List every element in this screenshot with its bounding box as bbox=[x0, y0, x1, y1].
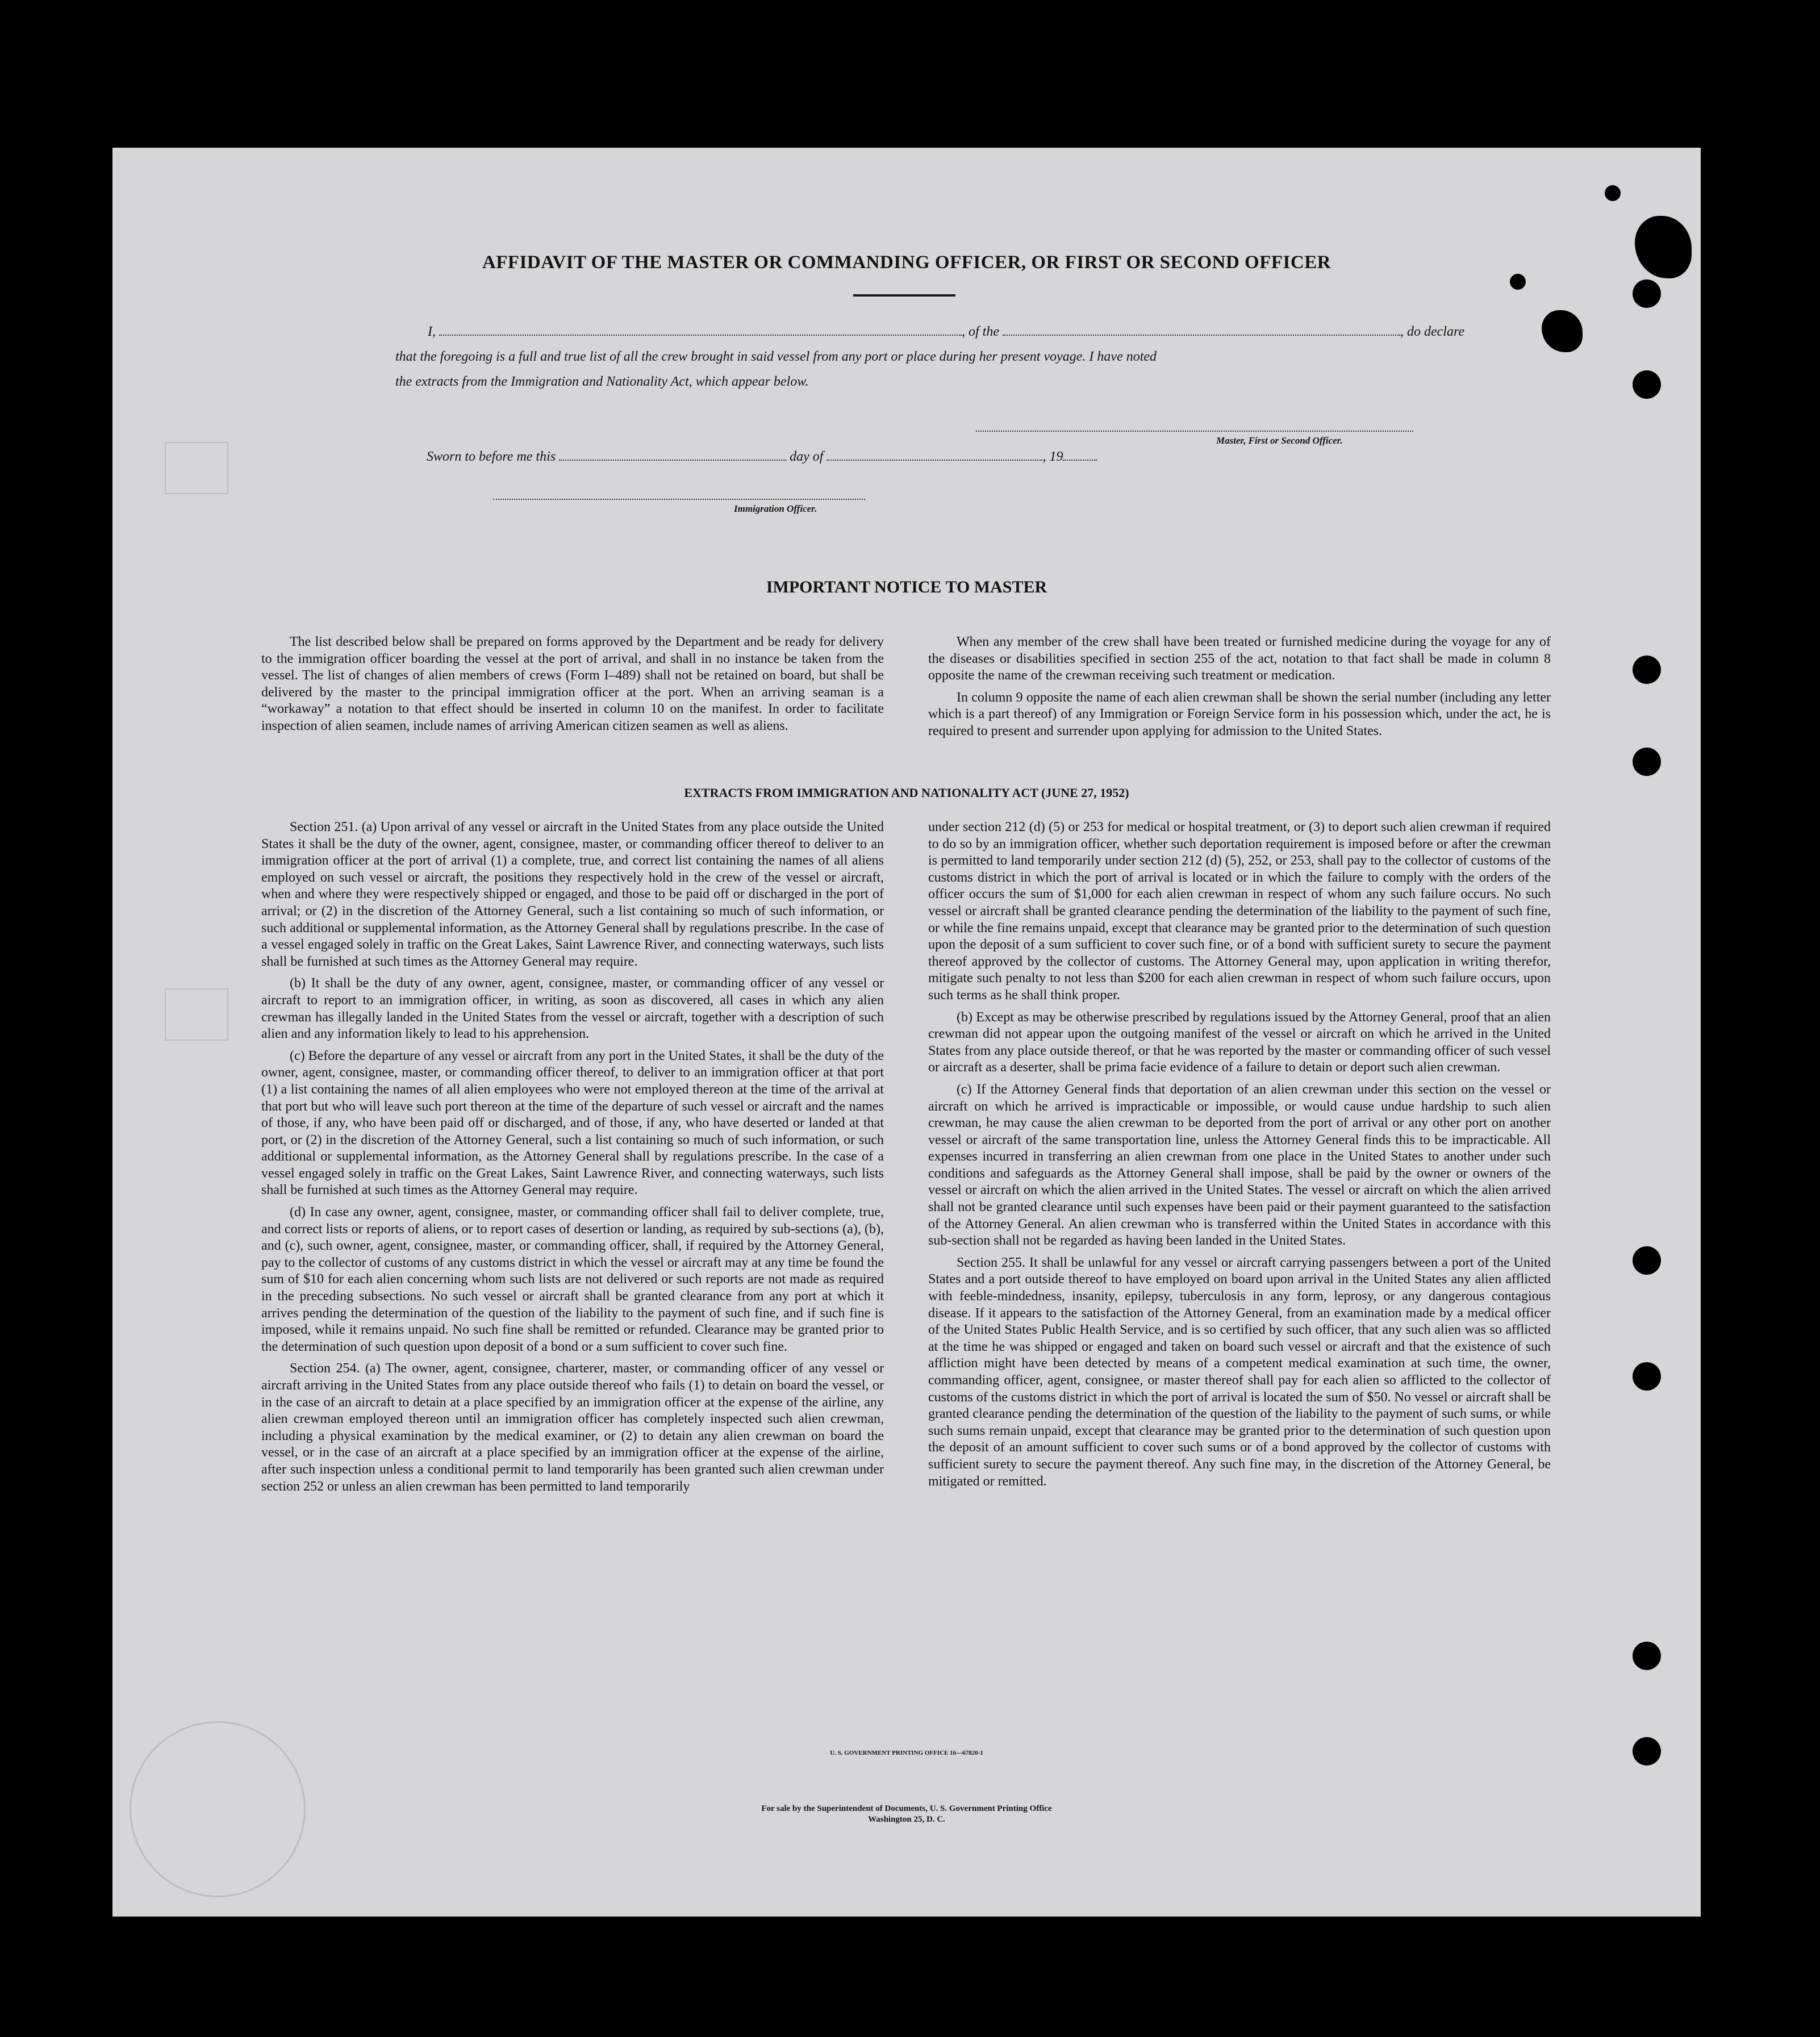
year-prefix-label: , 19 bbox=[1042, 449, 1063, 464]
section-251-c: (c) Before the departure of any vessel or aircraft from any port in the United States, it shall be the duty of the owner, agent, consignee, master, or commanding officer thereof, to deliver to an immigration officer at that port (1) a list containing the names of all alien employees who were not employed thereon at the time of the arrival at that port but who will leave such port thereon at the time of the departure of such vessel or aircraft and the names of those, if any, who have been paid off or discharged, and of those, if any, who have deserted or landed at that port, or (2) in the discretion of the Attorney General, such a list containing so much of such information, or such additional or supplemental information, as the Attorney General shall by regulations prescribe. In the case of a vessel engaged solely in traffic on the Great Lakes, Saint Lawrence River, and connecting waterways, such lists shall be furnished at such times as the Attorney General may require. bbox=[261, 1048, 884, 1198]
punch-hole bbox=[1633, 1362, 1661, 1391]
sworn-day-blank[interactable] bbox=[559, 448, 786, 461]
sworn-label: Sworn to before me this bbox=[427, 449, 556, 464]
faint-stamp-box bbox=[165, 442, 228, 494]
printing-office-imprint: U. S. GOVERNMENT PRINTING OFFICE 16—67820-1 bbox=[830, 1750, 983, 1756]
affidavit-declaration-line bbox=[428, 319, 1524, 344]
affidavit-of-the-label: , of the bbox=[962, 324, 999, 339]
affidavit-statement-line-2: the extracts from the Immigration and Nationality Act, which appear below. bbox=[395, 374, 809, 389]
punch-hole bbox=[1633, 656, 1661, 684]
punch-hole bbox=[1633, 370, 1661, 399]
ink-blot bbox=[1542, 310, 1583, 352]
punch-hole bbox=[1605, 185, 1621, 201]
document-page bbox=[112, 148, 1701, 1917]
section-251-a: Section 251. (a) Upon arrival of any vessel or aircraft in the United States from any place outside the United States it shall be the duty of the owner, agent, consignee, master, or commanding officer thereof to deliver to an immigration officer at the port of arrival (1) a complete, true, and correct list containing the names of all aliens employed on such vessel or aircraft, the positions they respectively hold in the crew of the vessel or aircraft, when and where they were respectively shipped or engaged, and those to be paid off or discharged in the port of arrival; or (2) in the discretion of the Attorney General, such a list containing so much of such information, or such additional or supplemental information, as the Attorney General shall by regulations prescribe. In the case of a vessel engaged solely in traffic on the Great Lakes, Saint Lawrence River, and connecting waterways, such lists shall be furnished at such times as the Attorney General may require. bbox=[261, 820, 884, 969]
section-255: Section 255. It shall be unlawful for any vessel or aircraft carrying passengers between a port of the United States and a port outside thereof to have employed on board upon arrival in the United States any alien afflicted with feeble-mindedness, insanity, epilepsy, tuberculosis in any form, leprosy, or any dangerous contagious disease. If it appears to the satisfaction of the Attorney General, from an examination made by a medical officer of the United States Public Health Service, and is so certified by such officer, that any such alien was so afflicted at the time he was shipped or engaged and taken on board such vessel or aircraft and that the existence of such affliction might have been detected by means of a competent medical examination at such time, the owner, commanding officer, agent, consignee, or master thereof shall pay for each alien so afflicted to the collector of customs of the customs district in which the port of arrival is located the sum of $50. No vessel or aircraft shall be granted clearance pending the determination of the question of the liability to the payment of such sums, or while such sums remain unpaid, except that clearance may be granted prior to the determination of such question upon the deposit of an amount sufficient to cover such sums or of a bond approved by the collector of customs with sufficient surety to secure the payment thereof. Any such fine may, in the discretion of the Attorney General, be mitigated or remitted. bbox=[928, 1255, 1551, 1489]
affidavit-title: AFFIDAVIT OF THE MASTER OR COMMANDING OFFICER, OR FIRST OR SECOND OFFICER bbox=[482, 252, 1331, 273]
name-blank-field[interactable] bbox=[439, 323, 962, 336]
sworn-line bbox=[427, 444, 1279, 469]
sworn-month-blank[interactable] bbox=[826, 448, 1042, 461]
notice-right-paragraph-1: When any member of the crew shall have been treated or furnished medicine during the voyage for any of the diseases or disabilities specified in section 255 of the act, notation to that fact shall be made in column 8 opposite the name of the crewman receiving such treatment or medication. bbox=[928, 635, 1551, 683]
sale-notice-line-2: Washington 25, D. C. bbox=[868, 1815, 945, 1824]
affidavit-statement-line-1: that the foregoing is a full and true list of all the crew brought in said vessel from any port or place during her present voyage. I have noted bbox=[395, 349, 1157, 364]
title-underline bbox=[853, 294, 955, 297]
section-254-b: (b) Except as may be otherwise prescribed by regulations issued by the Attorney General, proof that an alien crewman did not appear upon the outgoing manifest of the vessel or aircraft on which he arrived in the United States from any place outside thereof, or that he was reported by the master or commanding officer of such vessel or aircraft as a deserter, shall be prima facie evidence of a failure to detain or deport such alien crewman. bbox=[928, 1009, 1551, 1075]
faint-stamp-box-2 bbox=[165, 988, 228, 1041]
immigration-officer-signature-line[interactable] bbox=[493, 499, 865, 500]
notice-right-paragraph-2: In column 9 opposite the name of each alien crewman shall be shown the serial number (including any letter which is a part thereof) of any Immigration or Foreign Service form in his possession which, under the act, he is required to present and surrender upon applying for admission to the United States. bbox=[928, 690, 1551, 738]
affidavit-i-label: I, bbox=[428, 324, 436, 339]
punch-hole bbox=[1633, 748, 1661, 776]
extracts-right-column bbox=[928, 819, 1551, 1490]
section-251-b: (b) It shall be the duty of any owner, agent, consignee, master, or commanding officer of any vessel or aircraft to report to an immigration officer, in writing, as soon as discovered, all cases in which any alien crewman has illegally landed in the United States from the vessel or aircraft, together with a description of such alien and any information likely to lead to his apprehension. bbox=[261, 976, 884, 1042]
master-signature-line[interactable] bbox=[976, 431, 1413, 432]
vessel-blank-field[interactable] bbox=[1003, 323, 1400, 336]
extracts-left-column bbox=[261, 819, 884, 1495]
punch-hole bbox=[1633, 279, 1661, 308]
affidavit-declare-label: , do declare bbox=[1400, 324, 1465, 339]
notice-left-paragraph: The list described below shall be prepared on forms approved by the Department and be ready for delivery to the immigration officer boarding the vessel at the port of arrival, and shall in no instance be taken from the vessel. The list of changes of alien members of crews (Form I–489) shall not be retained on board, but shall be delivered by the master to the principal immigration officer at the port. When an arriving seaman is a “workaway” a notation to that effect should be inserted in column 10 on the manifest. In order to facilitate inspection of alien seamen, include names of arriving American citizen seamen as well as aliens. bbox=[261, 635, 884, 733]
punch-hole bbox=[1633, 1737, 1661, 1765]
section-254-c: (c) If the Attorney General finds that deportation of an alien crewman under this section on the vessel or aircraft on which he arrived is impracticable or impossible, or would cause undue hardship to such alien crewman, he may cause the alien crewman to be deported from the port of arrival or any other port on another vessel or aircraft of the same transportation line, unless the Attorney General finds this to be impracticable. All expenses incurred in transferring an alien crewman from one place in the United States to another under such conditions and safeguards as the Attorney General shall impose, shall be paid by the owner or owners of the vessel or aircraft on which the alien arrived in the United States. The vessel or aircraft on which the alien arrived shall not be granted clearance until such expenses have been paid or their payment guaranteed to the satisfaction of the Attorney General. An alien crewman who is transferred within the United States in accordance with this sub-section shall not be regarded as having been landed in the United States. bbox=[928, 1082, 1551, 1249]
section-254-a-continued: under section 212 (d) (5) or 253 for medical or hospital treatment, or (3) to deport such alien crewman if required to do so by an immigration officer, whether such deportation requirement is imposed before or after the crewman is permitted to land temporarily under section 212 (d) (5), 252, or 253, shall pay to the collector of customs of the customs district in which the port of arrival is located or in which the failure to comply with the orders of the officer occurs the sum of $1,000 for each alien crewman in respect of whom any such failure occurs. No such vessel or aircraft shall be granted clearance pending the determination of the liability to the payment of such fine, or while the fine remains unpaid, except that clearance may be granted prior to the determination of such question upon the deposit of a sum sufficient to cover such fine, or of a bond with sufficient surety to secure the payment thereof approved by the collector of customs. The Attorney General may, upon application in writing therefor, mitigate such penalty to not less than $200 for each alien crewman in respect of whom such failure occurs, upon such terms as he shall think proper. bbox=[928, 820, 1551, 1003]
notice-left-column bbox=[261, 634, 884, 735]
punch-hole bbox=[1633, 1642, 1661, 1670]
sale-notice-line-1: For sale by the Superintendent of Documents, U. S. Government Printing Office bbox=[761, 1804, 1052, 1813]
section-251-d: (d) In case any owner, agent, consignee, master, or commanding officer shall fail to deliver complete, true, and correct lists or reports of aliens, or to report cases of desertion or landing, as required by sub-sections (a), (b), and (c), such owner, agent, consignee, master, or commanding officer, shall, if required by the Attorney General, pay to the collector of customs of any customs district in which the vessel or aircraft may at any time be found the sum of $10 for each alien concerning whom such lists are not delivered or such reports are not made as required in the preceding subsections. No such vessel or aircraft shall be granted clearance from any port at which it arrives pending the determination of the question of the liability to the payment of such fine, and if such fine is imposed, while it remains unpaid. No such fine shall be remitted or refunded. Clearance may be granted prior to the determination of such question upon deposit of a bond or a sum sufficient to cover such fine. bbox=[261, 1205, 884, 1354]
immigration-officer-caption: Immigration Officer. bbox=[734, 503, 817, 514]
punch-hole bbox=[1510, 274, 1526, 290]
extracts-heading: EXTRACTS FROM IMMIGRATION AND NATIONALITY ACT (JUNE 27, 1952) bbox=[684, 786, 1129, 800]
master-signature-caption: Master, First or Second Officer. bbox=[1216, 435, 1343, 446]
sale-notice bbox=[112, 1804, 1701, 1825]
notice-right-column bbox=[928, 634, 1551, 740]
punch-hole bbox=[1633, 1246, 1661, 1275]
day-of-label: day of bbox=[790, 449, 824, 464]
sworn-year-blank[interactable] bbox=[1063, 448, 1097, 461]
notice-heading: IMPORTANT NOTICE TO MASTER bbox=[766, 578, 1047, 596]
section-254-a: Section 254. (a) The owner, agent, consignee, charterer, master, or commanding officer of any vessel or aircraft arriving in the United States from any place outside thereof who fails (1) to detain on board the vessel, or in the case of an aircraft to detain at a place specified by an immigration officer at the expense of the airline, any alien crewman employed thereon until an immigration officer has completely inspected such alien crewman, including a physical examination by the medical examiner, or (2) to detain any alien crewman on board the vessel, or in the case of an aircraft at a place specified by an immigration officer at the expense of the airline, after such inspection unless a conditional permit to land temporarily has been granted such alien crewman under section 252 or unless an alien crewman has been permitted to land temporarily bbox=[261, 1361, 884, 1494]
